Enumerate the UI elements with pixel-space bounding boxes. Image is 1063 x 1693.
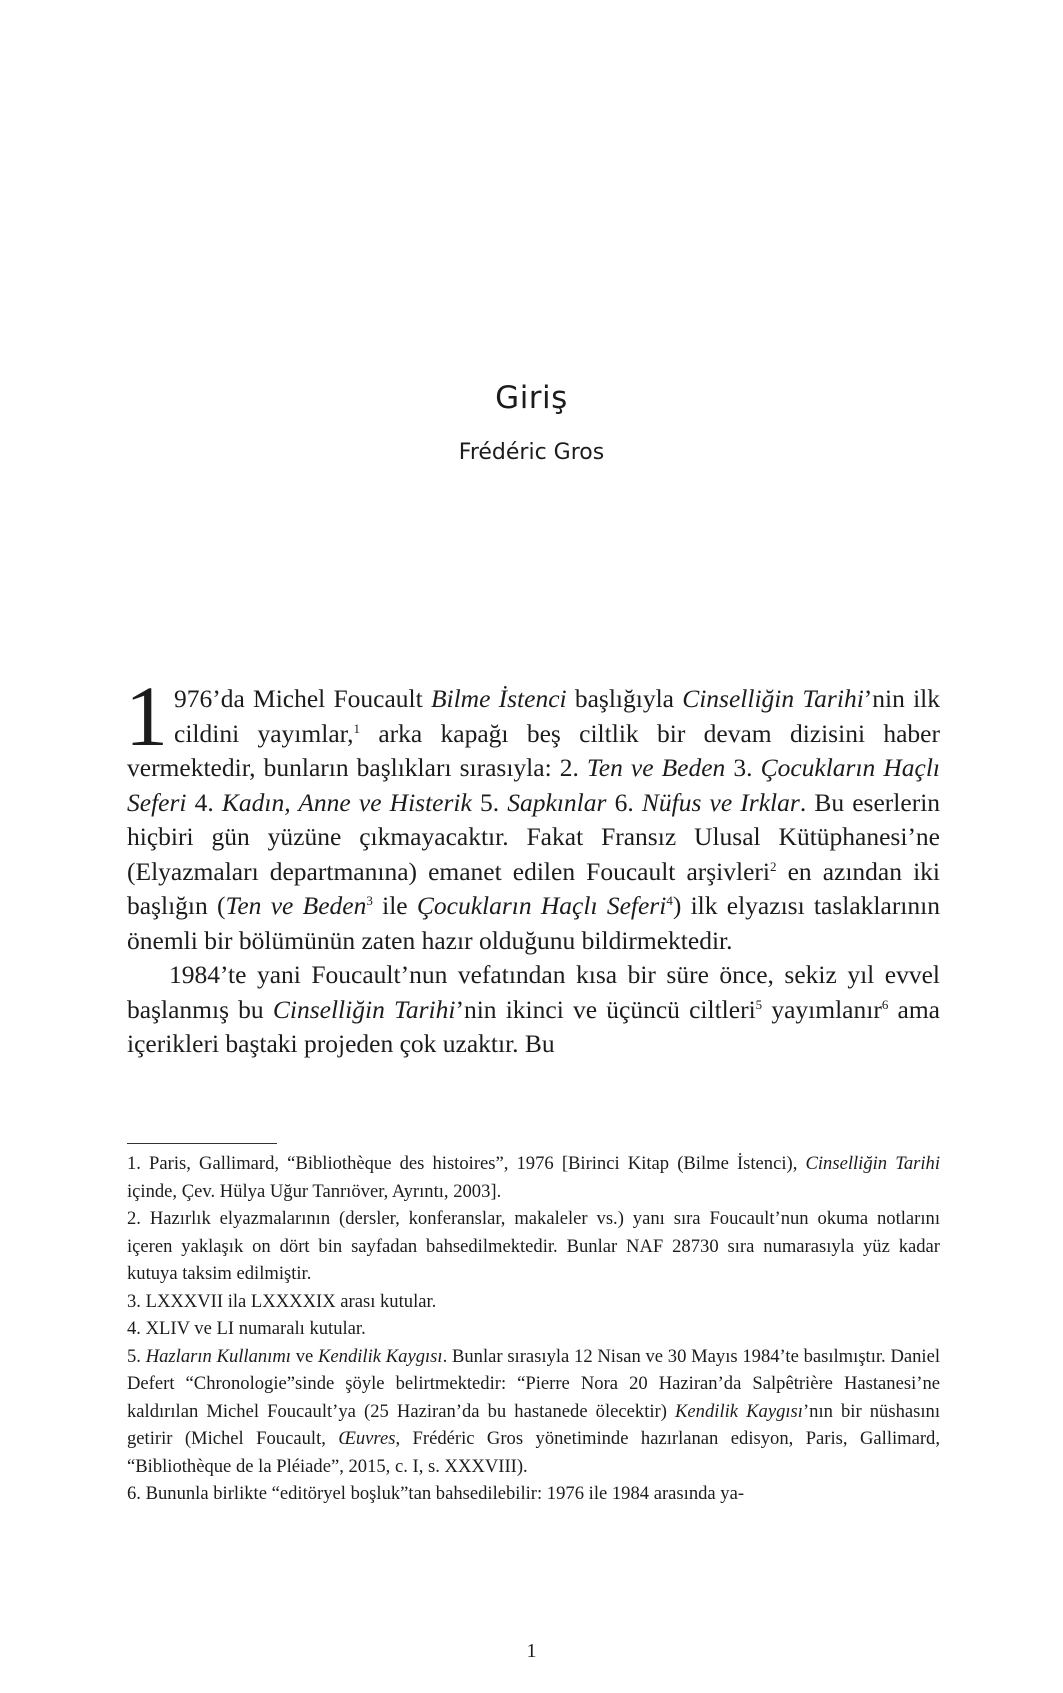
italic-title: Kendilik Kaygısı	[318, 1345, 443, 1367]
text-run: ile	[372, 891, 417, 920]
text-run: 4.	[186, 787, 222, 817]
italic-title: Nüfus ve Irklar	[641, 787, 800, 817]
footnote-ref[interactable]: 1	[353, 720, 360, 736]
footnote-2: 2. Hazırlık elyazmalarının (dersler, konferanslar, makaleler vs.) yanı sıra Foucault’nun okuma notlarını içeren yaklaşık on dört bin sayfadan bahsedilmektedir. Bunlar NAF 28730 sıra numarasıyla yüz kadar kutuya taksim edilmiştir.	[127, 1208, 940, 1284]
text-run: . Bunlar sırasıyla 12 Nisan ve 30 Mayıs 1984’te basılmıştır. Daniel Defert “Chronologie”sinde şöyle belirtmektedir: “Pierre Nora 20 Haziran’da Salpêtrière Hastanesi’ne kaldırılan Michel Foucault’ya (25 Haziran’da bu hastanede ölecektir)	[127, 1345, 941, 1422]
italic-title: Kadın, Anne ve Histerik	[221, 787, 472, 817]
footnote-5	[127, 1343, 940, 1481]
text-run: ’nin ilk cildini yayımlar,	[174, 684, 940, 748]
chapter-title: Giriş	[495, 380, 568, 416]
footnotes	[127, 1150, 940, 1508]
paragraph-1	[125, 668, 941, 958]
footnote-ref[interactable]: 2	[770, 858, 777, 874]
footnote-divider	[127, 1143, 277, 1144]
text-run: , Frédéric Gros yönetiminde hazırlanan edisyon, Paris, Gallimard, “Bibliothèque de la Pléiade”, 2015, c. I, s. XXXVIII).	[127, 1428, 941, 1477]
text-run: 3.	[725, 753, 761, 782]
italic-title: Çocukların Haçlı Seferi	[127, 753, 941, 817]
footnote-4: 4. XLIV ve LI numaralı kutular.	[127, 1318, 366, 1339]
text-run: . Bu eserlerin hiçbiri gün yüzüne çıkmayacaktır. Fakat Fransız Ulusal Kütüphanesi’ne (Elyazmaları departmanına) emanet edilen Foucault arşivleri	[127, 787, 941, 886]
text-run: en azından iki başlığın (	[127, 856, 940, 920]
text-run: ’nin ikinci ve üçüncü ciltleri	[455, 994, 756, 1024]
italic-title: Cinselliğin Tarihi	[272, 994, 456, 1024]
footnote-ref[interactable]: 3	[366, 893, 373, 908]
italic-title: Ten ve Beden	[225, 891, 367, 920]
italic-title: Cinselliğin Tarihi	[682, 684, 864, 713]
footnote-3: 3. LXXXVII ila LXXXXIX arası kutular.	[127, 1290, 437, 1312]
text-run: yayımlanır	[762, 994, 882, 1024]
drop-cap: 1	[125, 668, 168, 764]
chapter-author: Frédéric Gros	[458, 440, 605, 465]
italic-title: Kendilik Kaygısı	[675, 1400, 803, 1422]
text-run: ve	[290, 1345, 319, 1367]
text-run: ’nın bir nüshasını getirir (Michel Foucault,	[127, 1400, 941, 1449]
footnote-ref[interactable]: 4	[666, 893, 673, 908]
italic-title: Sapkınlar	[507, 787, 607, 817]
text-run: 6.	[606, 787, 642, 817]
page-number: 1	[526, 1640, 537, 1662]
italic-title: Ten ve Beden	[586, 753, 726, 782]
text-run: içinde, Çev. Hülya Uğur Tanrıöver, Ayrıntı, 2003].	[127, 1180, 502, 1202]
text-run: 976’da Michel Foucault	[174, 684, 431, 713]
text-run: başlığıyla	[566, 684, 683, 713]
body-text	[125, 668, 941, 1062]
footnote-1	[127, 1150, 940, 1205]
text-run: arka kapağı beş ciltlik bir devam dizisini haber vermektedir, bunların başlıkları sırasıyla: 2.	[127, 718, 940, 782]
italic-title: Cinselliğin Tarihi	[805, 1153, 940, 1174]
paragraph-2	[127, 958, 940, 1062]
text-run: 1. Paris, Gallimard, “Bibliothèque des histoires”, 1976 [Birinci Kitap (Bilme İstenci),	[127, 1153, 806, 1174]
text-run: ) ilk elyazısı taslaklarının önemli bir bölümünün zaten hazır olduğunu bildirmektedir.	[127, 891, 940, 955]
footnote-ref[interactable]: 5	[755, 996, 763, 1012]
italic-title: Bilme İstenci	[430, 684, 567, 713]
footnote-6: 6. Bununla birlikte “editöryel boşluk”tan bahsedilebilir: 1976 ile 1984 arasında ya-	[127, 1483, 745, 1504]
text-run: 1984’te yani Foucault’nun vefatından kısa bir süre önce, sekiz yıl evvel başlanmış bu	[127, 960, 940, 1024]
italic-title: Œuvres	[338, 1428, 396, 1449]
italic-title: Çocukların Haçlı Seferi	[416, 891, 667, 920]
footnote-ref[interactable]: 6	[881, 996, 889, 1012]
italic-title: Hazların Kullanımı	[145, 1345, 291, 1367]
text-run: 5.	[127, 1345, 146, 1367]
text-run: 5.	[471, 787, 508, 817]
text-run: ama içerikleri baştaki projeden çok uzaktır. Bu	[127, 994, 940, 1058]
